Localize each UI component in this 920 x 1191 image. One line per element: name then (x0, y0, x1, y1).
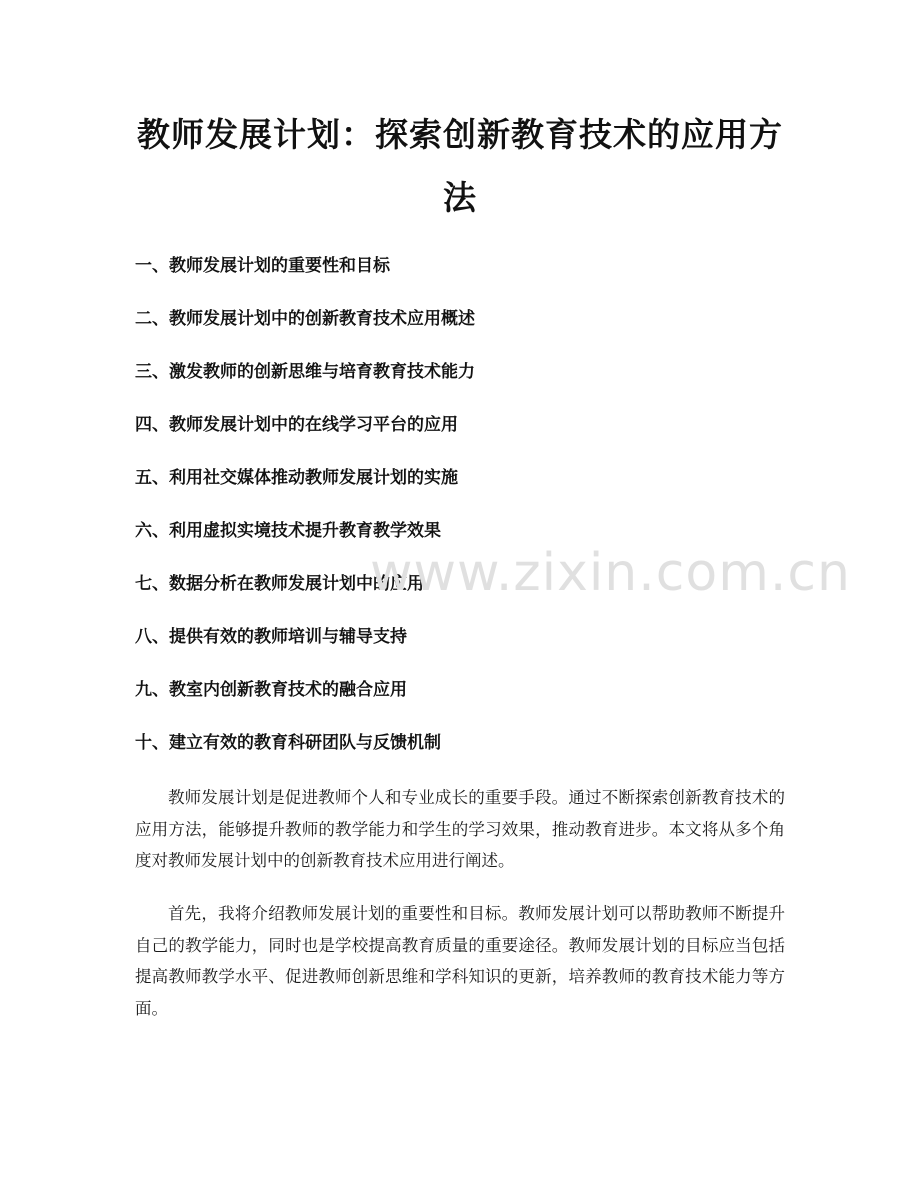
table-of-contents (135, 252, 785, 782)
watermark: www.zixin.com.cn (370, 543, 851, 603)
toc-item: 四、教师发展计划中的在线学习平台的应用 (135, 415, 458, 435)
body-paragraph: 首先，我将介绍教师发展计划的重要性和目标。教师发展计划可以帮助教师不断提升自己的教学能力，同时也是学校提高教育质量的重要途径。教师发展计划的目标应当包括提高教师教学水平、促进教师创新思维和学科知识的更新，培养教师的教育技术能力等方面。 (135, 904, 785, 1018)
toc-item: 二、教师发展计划中的创新教育技术应用概述 (135, 309, 475, 329)
toc-item: 五、利用社交媒体推动教师发展计划的实施 (135, 468, 458, 488)
document-title: 教师发展计划：探索创新教育技术的应用方法 (137, 115, 783, 217)
toc-item: 七、数据分析在教师发展计划中的应用 (135, 574, 424, 594)
toc-item: 八、提供有效的教师培训与辅导支持 (135, 627, 407, 647)
body-paragraph: 教师发展计划是促进教师个人和专业成长的重要手段。通过不断探索创新教育技术的应用方法，能够提升教师的教学能力和学生的学习效果，推动教育进步。本文将从多个角度对教师发展计划中的创新教育技术应用进行阐述。 (135, 788, 785, 870)
toc-item: 三、激发教师的创新思维与培育教育技术能力 (135, 362, 475, 382)
toc-item: 一、教师发展计划的重要性和目标 (135, 256, 390, 276)
toc-item: 十、建立有效的教育科研团队与反馈机制 (135, 733, 441, 753)
toc-item: 六、利用虚拟实境技术提升教育教学效果 (135, 521, 441, 541)
toc-item: 九、教室内创新教育技术的融合应用 (135, 680, 407, 700)
